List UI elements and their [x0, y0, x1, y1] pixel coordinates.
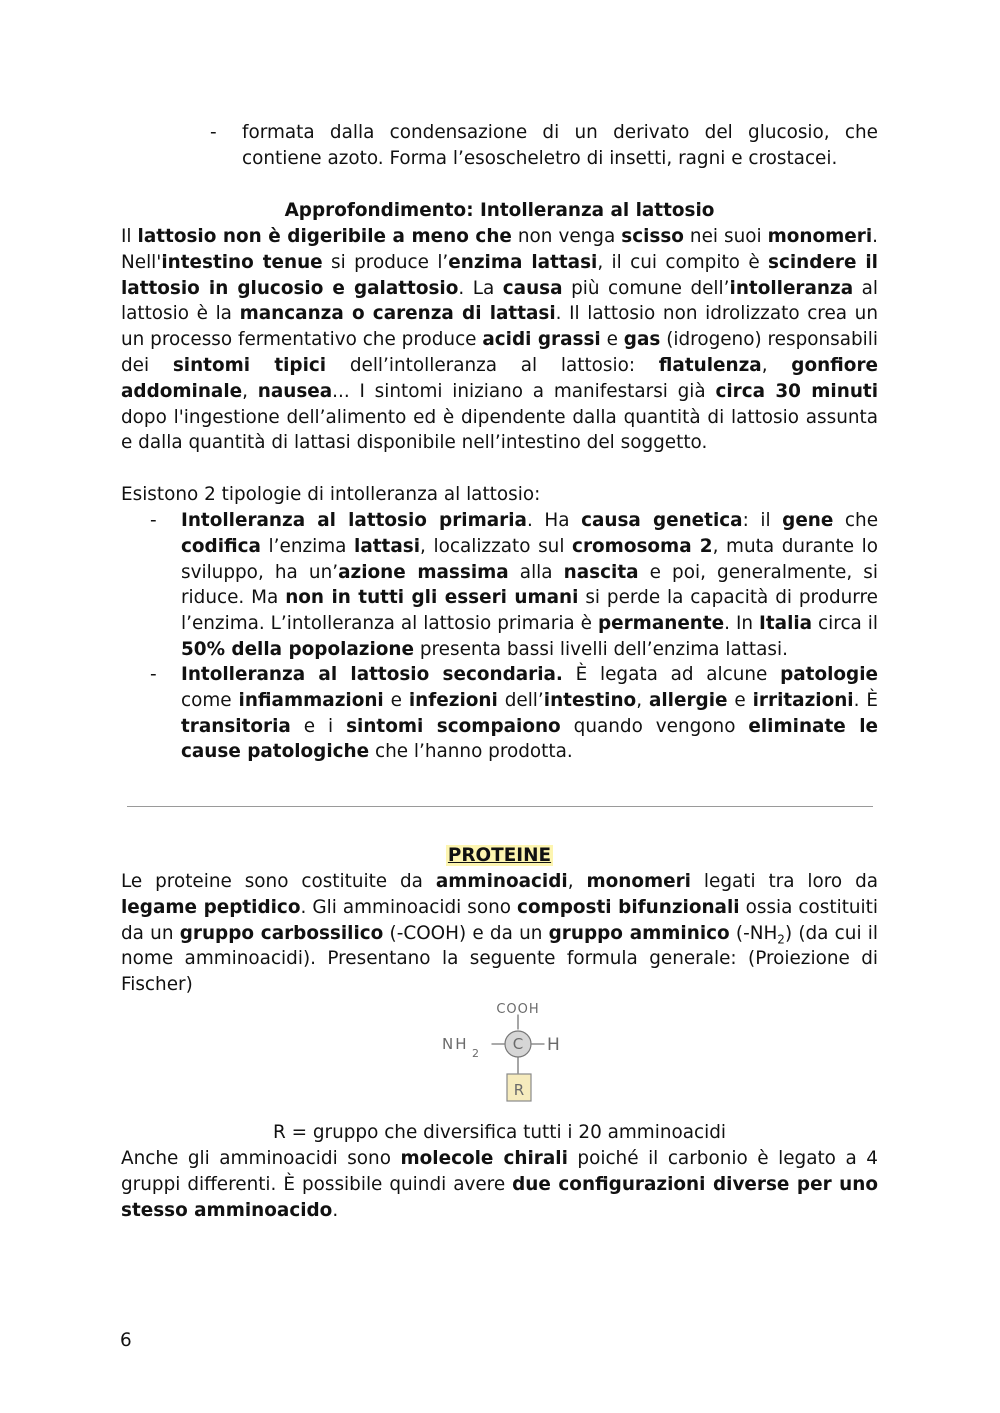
- text-run: . Ha: [526, 510, 582, 531]
- text-run: È legata ad alcune: [562, 664, 781, 685]
- text-run: Il: [121, 226, 138, 247]
- text-run: legati tra loro da: [691, 871, 879, 892]
- bold-text: intestino: [543, 689, 637, 711]
- bold-text: Intolleranza al lattosio primaria: [181, 510, 527, 531]
- bold-text: flatulenza: [658, 354, 762, 376]
- lactose-heading: Approfondimento: Intolleranza al lattosio: [284, 200, 715, 221]
- bold-text: infezioni: [408, 689, 498, 711]
- bold-text: non in tutti gli esseri umani: [285, 587, 579, 609]
- secondary-intolerance-item: [181, 662, 878, 765]
- bold-text: azione massima: [338, 561, 509, 583]
- text-run: (idrogeno) responsabili dei: [121, 329, 878, 376]
- text-run: e poi, generalmente, si riduce. Ma: [181, 561, 878, 609]
- text-run: ,: [242, 380, 258, 402]
- fischer-projection-figure: [436, 999, 586, 1111]
- bold-text: intestino tenue: [161, 251, 323, 273]
- bold-text: gruppo carbossilico: [179, 922, 384, 944]
- text-run: nei suoi: [683, 226, 768, 247]
- bold-text: codifica: [181, 535, 261, 557]
- text-run: che: [833, 510, 879, 531]
- bold-text: composti bifunzionali: [517, 896, 740, 918]
- text-run: (-COOH) e da un: [383, 922, 549, 944]
- text-run: . È: [853, 689, 878, 711]
- text-run: ,: [636, 689, 649, 711]
- bold-text: Italia: [759, 613, 813, 635]
- cooh-label: COOH: [496, 1002, 540, 1017]
- text-run: ossia costituiti da un: [121, 896, 878, 944]
- text-run: alla: [508, 561, 564, 583]
- proteins-title: PROTEINE: [447, 845, 552, 866]
- primary-intolerance-item: [181, 508, 878, 663]
- bold-text: patologie: [780, 664, 878, 685]
- bold-text: lattosio non è digeribile a meno che: [137, 226, 512, 247]
- text-run: circa il: [812, 613, 879, 635]
- bold-text: sintomi tipici: [172, 354, 327, 376]
- bold-text: mancanza o carenza di lattasi: [239, 303, 556, 325]
- intro-list-item: [242, 120, 878, 172]
- nh2-label: NH: [442, 1035, 469, 1053]
- chiral-paragraph: [121, 1146, 878, 1223]
- text-run: ,: [567, 871, 587, 892]
- text-run: , muta durante lo sviluppo, ha un’: [181, 535, 879, 583]
- text-run: che l’hanno prodotta.: [369, 741, 573, 763]
- bold-text: acidi grassi: [482, 329, 601, 351]
- bold-text: cromosoma 2: [572, 535, 713, 557]
- bold-text: scisso: [621, 226, 684, 247]
- text-run: , il cui compito è: [597, 251, 769, 273]
- text-run: quando vengono: [560, 715, 749, 737]
- page-number: 6: [120, 1330, 132, 1351]
- text-run: e: [727, 689, 753, 711]
- text-run: e i: [290, 715, 347, 737]
- text-run: . La: [458, 277, 503, 299]
- bold-text: allergie: [648, 689, 728, 711]
- bold-text: gas: [623, 329, 661, 351]
- text-run: si perde la capacità di produrre l’enzima. L’intolleranza al lattosio primaria è: [181, 587, 878, 635]
- bold-text: gene: [782, 510, 834, 531]
- bold-text: intolleranza: [729, 277, 854, 299]
- bold-text: due configurazioni diverse per uno stesso amminoacido: [121, 1173, 878, 1221]
- text-run: . Nell': [121, 226, 878, 273]
- proteins-paragraph: Le proteine sono costituite da amminoacidi, monomeri legati tra loro da legame peptidico. Gli amminoacidi sono composti bifunzionali ossia costituiti da un gruppo carbossilico (-COOH) e da un gruppo amminico $(-NH_2)$ (da cui il nome amminoacidi). Presentano la seguente formula generale: (Proiezione di Fischer): [121, 871, 879, 996]
- bold-text: monomeri: [767, 226, 873, 247]
- h-label: H: [547, 1035, 560, 1055]
- bold-text: permanente: [597, 613, 725, 635]
- lactose-paragraph: [121, 224, 878, 456]
- bold-text: circa 30 minuti: [715, 380, 879, 402]
- bold-text: molecole chirali: [400, 1148, 568, 1169]
- text-run: formata dalla condensazione di un derivato del glucosio, che contiene azoto. Forma l’esoscheletro di insetti, ragni e crostacei.: [242, 122, 878, 169]
- list-dash: -: [150, 664, 157, 685]
- figure-caption: R = gruppo che diversifica tutti i 20 amminoacidi: [272, 1122, 727, 1143]
- bold-text: sintomi scompaiono: [346, 715, 561, 737]
- text-run: Le proteine sono costituite da: [121, 871, 436, 892]
- bold-text: Intolleranza al lattosio secondaria.: [181, 664, 563, 685]
- text-run: dell’intolleranza al lattosio:: [326, 354, 659, 376]
- bold-text: gruppo amminico: [548, 922, 730, 944]
- text-run: non venga: [511, 226, 622, 247]
- text-run: . In: [724, 613, 760, 635]
- text-run: (-NH: [729, 922, 778, 944]
- bold-text: nausea: [257, 380, 333, 402]
- bold-text: lattasi: [354, 535, 421, 557]
- section-divider: [127, 806, 873, 807]
- bold-text: eliminate le cause patologiche: [181, 715, 878, 763]
- bold-text: amminoacidi: [435, 871, 568, 892]
- text-run: presenta bassi livelli dell’enzima lattasi.: [414, 638, 788, 660]
- bold-text: monomeri: [586, 871, 691, 892]
- bold-text: causa genetica: [581, 510, 743, 531]
- bold-text: transitoria: [181, 715, 291, 737]
- bold-text: 50% della popolazione: [181, 638, 414, 660]
- r-label: R: [513, 1081, 525, 1099]
- bold-text: infiammazioni: [238, 689, 384, 711]
- bold-text: gonfiore addominale: [121, 354, 878, 402]
- list-dash: -: [210, 122, 217, 143]
- list-dash: -: [150, 510, 157, 531]
- text-run: .: [332, 1199, 339, 1221]
- text-run: e: [383, 689, 409, 711]
- bold-text: irritazioni: [752, 689, 854, 711]
- text-run: si produce l’: [322, 251, 449, 273]
- bold-text: scindere il lattosio in glucosio e galattosio: [121, 251, 878, 299]
- text-run: l’enzima: [260, 535, 355, 557]
- types-intro: Esistono 2 tipologie di intolleranza al lattosio:: [121, 484, 541, 505]
- text-run: . Gli amminoacidi sono: [300, 896, 518, 918]
- carbon-label: C: [512, 1035, 524, 1053]
- text-run: ... I sintomi iniziano a manifestarsi già: [332, 380, 716, 402]
- text-run: dopo l'ingestione dell’alimento ed è dipendente dalla quantità di lattosio assunta e dalla quantità di lattasi disponibile nell’intestino del soggetto.: [121, 406, 878, 454]
- text-run: come: [181, 689, 239, 711]
- text-run: dell’: [497, 689, 544, 711]
- nh2-subscript: 2: [472, 1047, 479, 1060]
- text-run: Anche gli amminoacidi sono: [121, 1148, 401, 1169]
- text-run: : il: [742, 510, 783, 531]
- bold-text: legame peptidico: [121, 896, 301, 918]
- bold-text: causa: [502, 277, 563, 299]
- text-run: più comune dell’: [562, 277, 730, 299]
- bold-text: nascita: [563, 561, 639, 583]
- text-run: e: [600, 329, 624, 351]
- text-run: ,: [761, 354, 792, 376]
- text-run: poiché il carbonio è legato a 4 gruppi differenti. È possibile quindi avere: [121, 1148, 878, 1195]
- text-run: . Il lattosio non idrolizzato crea un un processo fermentativo che produce: [121, 303, 878, 351]
- text-run: al lattosio è la: [121, 277, 879, 325]
- bold-text: enzima lattasi: [448, 251, 598, 273]
- text-run: , localizzato sul: [420, 535, 573, 557]
